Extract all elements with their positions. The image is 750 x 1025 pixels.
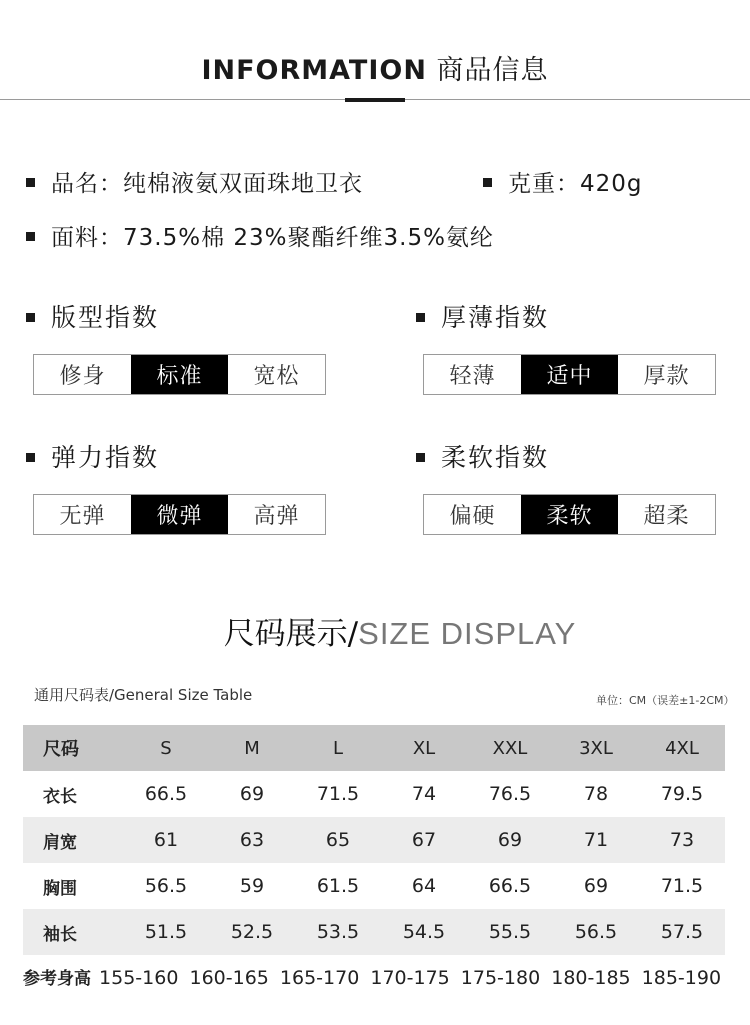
info-fabric	[26, 219, 494, 252]
info-fabric-value: 73.5%棉 23%聚酯纤维3.5%氨纶	[123, 225, 494, 251]
table-cell: 51.5	[123, 909, 209, 955]
info-weight-label: 克重：	[508, 171, 580, 197]
info-fabric-label: 面料：	[51, 225, 123, 251]
bullet-square-icon	[416, 453, 425, 462]
table-cell: 66.5	[144, 783, 188, 805]
table-cell: 71	[553, 817, 639, 863]
scale-option-selected: 标准	[131, 355, 228, 394]
header-accent-bar	[345, 98, 405, 102]
index-title-text: 版型指数	[51, 303, 160, 332]
scale-option: 修身	[59, 364, 106, 389]
size-section-title	[0, 608, 750, 653]
table-header-cell: S	[123, 725, 209, 771]
scale-option: 无弹	[59, 504, 106, 529]
info-name-value: 纯棉液氨双面珠地卫衣	[123, 171, 363, 197]
index-title-text: 柔软指数	[441, 443, 550, 472]
index-scale-elasticity	[33, 494, 326, 535]
reference-height-row	[23, 964, 726, 989]
index-scale-fit	[33, 354, 326, 395]
scale-option: 宽松	[253, 364, 300, 389]
page-title-cn: 商品信息	[436, 55, 549, 86]
table-cell: 71.5	[660, 875, 704, 897]
scale-option: 高弹	[253, 504, 300, 529]
table-row	[23, 817, 725, 863]
table-cell: 57.5	[639, 909, 725, 955]
table-cell: 69	[239, 783, 265, 805]
table-cell: 59	[239, 875, 265, 897]
table-cell: 65	[295, 817, 381, 863]
info-product-name	[26, 165, 363, 198]
reference-height-value: 160-165	[189, 967, 269, 989]
table-header-cell: 4XL	[639, 725, 725, 771]
table-header-cell: 尺码	[23, 725, 123, 771]
reference-height-value: 165-170	[279, 967, 360, 989]
scale-option-selected: 微弹	[131, 495, 228, 534]
table-cell: 79.5	[660, 783, 704, 805]
info-name-label: 品名：	[51, 171, 123, 197]
bullet-square-icon	[483, 178, 492, 187]
table-header-cell: 3XL	[553, 725, 639, 771]
table-cell: 66.5	[488, 875, 532, 897]
scale-option: 超柔	[643, 504, 690, 529]
bullet-square-icon	[26, 178, 35, 187]
scale-option: 厚款	[643, 364, 690, 389]
table-cell: 78	[583, 783, 609, 805]
table-caption: 通用尺码表/General Size Table	[34, 686, 253, 704]
table-cell: 74	[411, 783, 437, 805]
table-cell: 52.5	[209, 909, 295, 955]
index-scale-softness	[423, 494, 716, 535]
page-title-en: INFORMATION	[201, 55, 427, 86]
table-header-cell: M	[209, 725, 295, 771]
unit-note: 单位：CM（误差±1-2CM）	[596, 694, 735, 707]
page-title	[0, 48, 750, 87]
size-title-cn: 尺码展示/	[223, 616, 359, 652]
table-row-label: 衣长	[43, 786, 77, 807]
table-row-label: 袖长	[23, 909, 123, 955]
table-row	[23, 863, 725, 909]
table-header-row	[23, 725, 725, 771]
info-weight-value: 420g	[580, 171, 643, 197]
bullet-square-icon	[26, 453, 35, 462]
table-cell: 61.5	[316, 875, 360, 897]
scale-option: 偏硬	[449, 504, 496, 529]
scale-option-selected: 适中	[521, 355, 618, 394]
index-title-softness	[416, 438, 549, 474]
table-cell: 54.5	[381, 909, 467, 955]
index-title-text: 弹力指数	[51, 443, 160, 472]
size-title-en: SIZE DISPLAY	[358, 616, 577, 651]
table-cell: 67	[381, 817, 467, 863]
table-cell: 56.5	[553, 909, 639, 955]
table-row-label: 肩宽	[23, 817, 123, 863]
reference-height-value: 175-180	[460, 967, 541, 989]
bullet-square-icon	[26, 313, 35, 322]
table-row-label: 胸围	[43, 878, 77, 899]
bullet-square-icon	[26, 232, 35, 241]
reference-height-value: 170-175	[370, 967, 450, 989]
info-weight	[483, 165, 643, 198]
table-cell: 61	[123, 817, 209, 863]
reference-height-value: 180-185	[551, 967, 631, 989]
table-cell: 73	[639, 817, 725, 863]
table-cell: 63	[209, 817, 295, 863]
table-cell: 53.5	[295, 909, 381, 955]
bullet-square-icon	[416, 313, 425, 322]
index-scale-thickness	[423, 354, 716, 395]
table-header-cell: XXL	[467, 725, 553, 771]
index-title-thickness	[416, 298, 549, 334]
index-title-text: 厚薄指数	[441, 303, 550, 332]
reference-height-value: 155-160	[99, 967, 179, 989]
index-title-fit	[26, 298, 159, 334]
table-cell: 64	[411, 875, 437, 897]
table-row	[23, 909, 725, 955]
scale-option: 轻薄	[449, 364, 496, 389]
table-cell: 56.5	[144, 875, 188, 897]
table-cell: 76.5	[488, 783, 532, 805]
table-row	[23, 771, 725, 817]
reference-height-label: 参考身高	[23, 969, 91, 989]
size-table	[23, 725, 725, 955]
table-cell: 71.5	[316, 783, 360, 805]
table-cell: 69	[583, 875, 609, 897]
table-cell: 55.5	[467, 909, 553, 955]
table-header-cell: XL	[381, 725, 467, 771]
scale-option-selected: 柔软	[521, 495, 618, 534]
reference-height-value: 185-190	[641, 967, 722, 989]
table-header-cell: L	[295, 725, 381, 771]
index-title-elasticity	[26, 438, 159, 474]
table-cell: 69	[467, 817, 553, 863]
